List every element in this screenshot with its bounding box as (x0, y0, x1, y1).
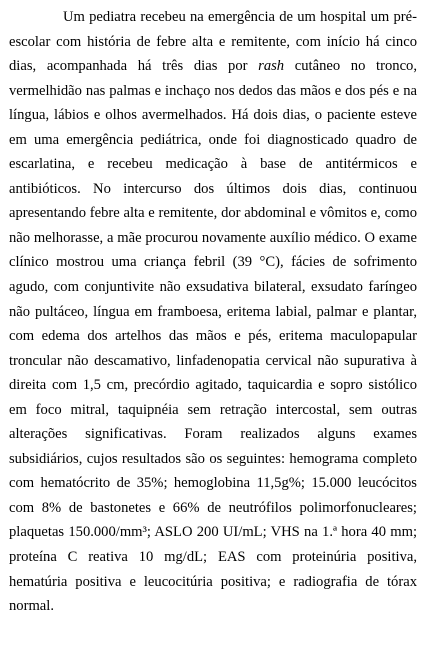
paragraph-text-end: cutâneo no tronco, vermelhidão nas palmas e inchaço nos dedos das mãos e dos pés e na língua, lábios e olhos avermelhados. Há dois dias, o paciente esteve em uma emergência pediátrica, onde foi diagnosticado quadro de escarlatina, e recebeu medicação à base de antitérmicos e antibióticos. No intercurso dos últimos dois dias, continuou apresentando febre alta e remitente, dor abdominal e vômitos e, como não melhorasse, a mãe procurou novamente auxílio médico. O exame clínico mostrou uma criança febril (39 °C), fácies de sofrimento agudo, com conjuntivite não exsudativa bilateral, exsudato faríngeo não pultáceo, língua em framboesa, eritema labial, palmar e plantar, com edema dos artelhos das mãos e pés, eritema maculopapular troncular não descamativo, linfadenopatia cervical não supurativa à direita com 1,5 cm, precórdio agitado, taquicardia e sopro sistólico em foco mitral, taquipnéia sem retração intercostal, sem outras alterações significativas. Foram realizados alguns exames subsidiários, cujos resultados são os seguintes: hemograma completo com hematócrito de 35%; hemoglobina 11,5g%; 15.000 leucócitos com 8% de bastonetes e 66% de neutrófilos polimorfonucleares; plaquetas 150.000/mm³; ASLO 200 UI/mL; VHS na 1.ª hora 40 mm; proteína C reativa 10 mg/dL; EAS com proteinúria positiva, hematúria positiva e leucocitúria positiva; e radiografia de tórax normal. (9, 58, 417, 615)
paragraph-text-start: Um pediatra recebeu na emergência de um hospital um pré-escolar com história de febre alta e remitente, com início há cinco dias, acompanhada há três dias por (9, 9, 417, 75)
paragraph-italic-term: rash (258, 58, 285, 75)
clinical-case-paragraph (9, 5, 417, 619)
